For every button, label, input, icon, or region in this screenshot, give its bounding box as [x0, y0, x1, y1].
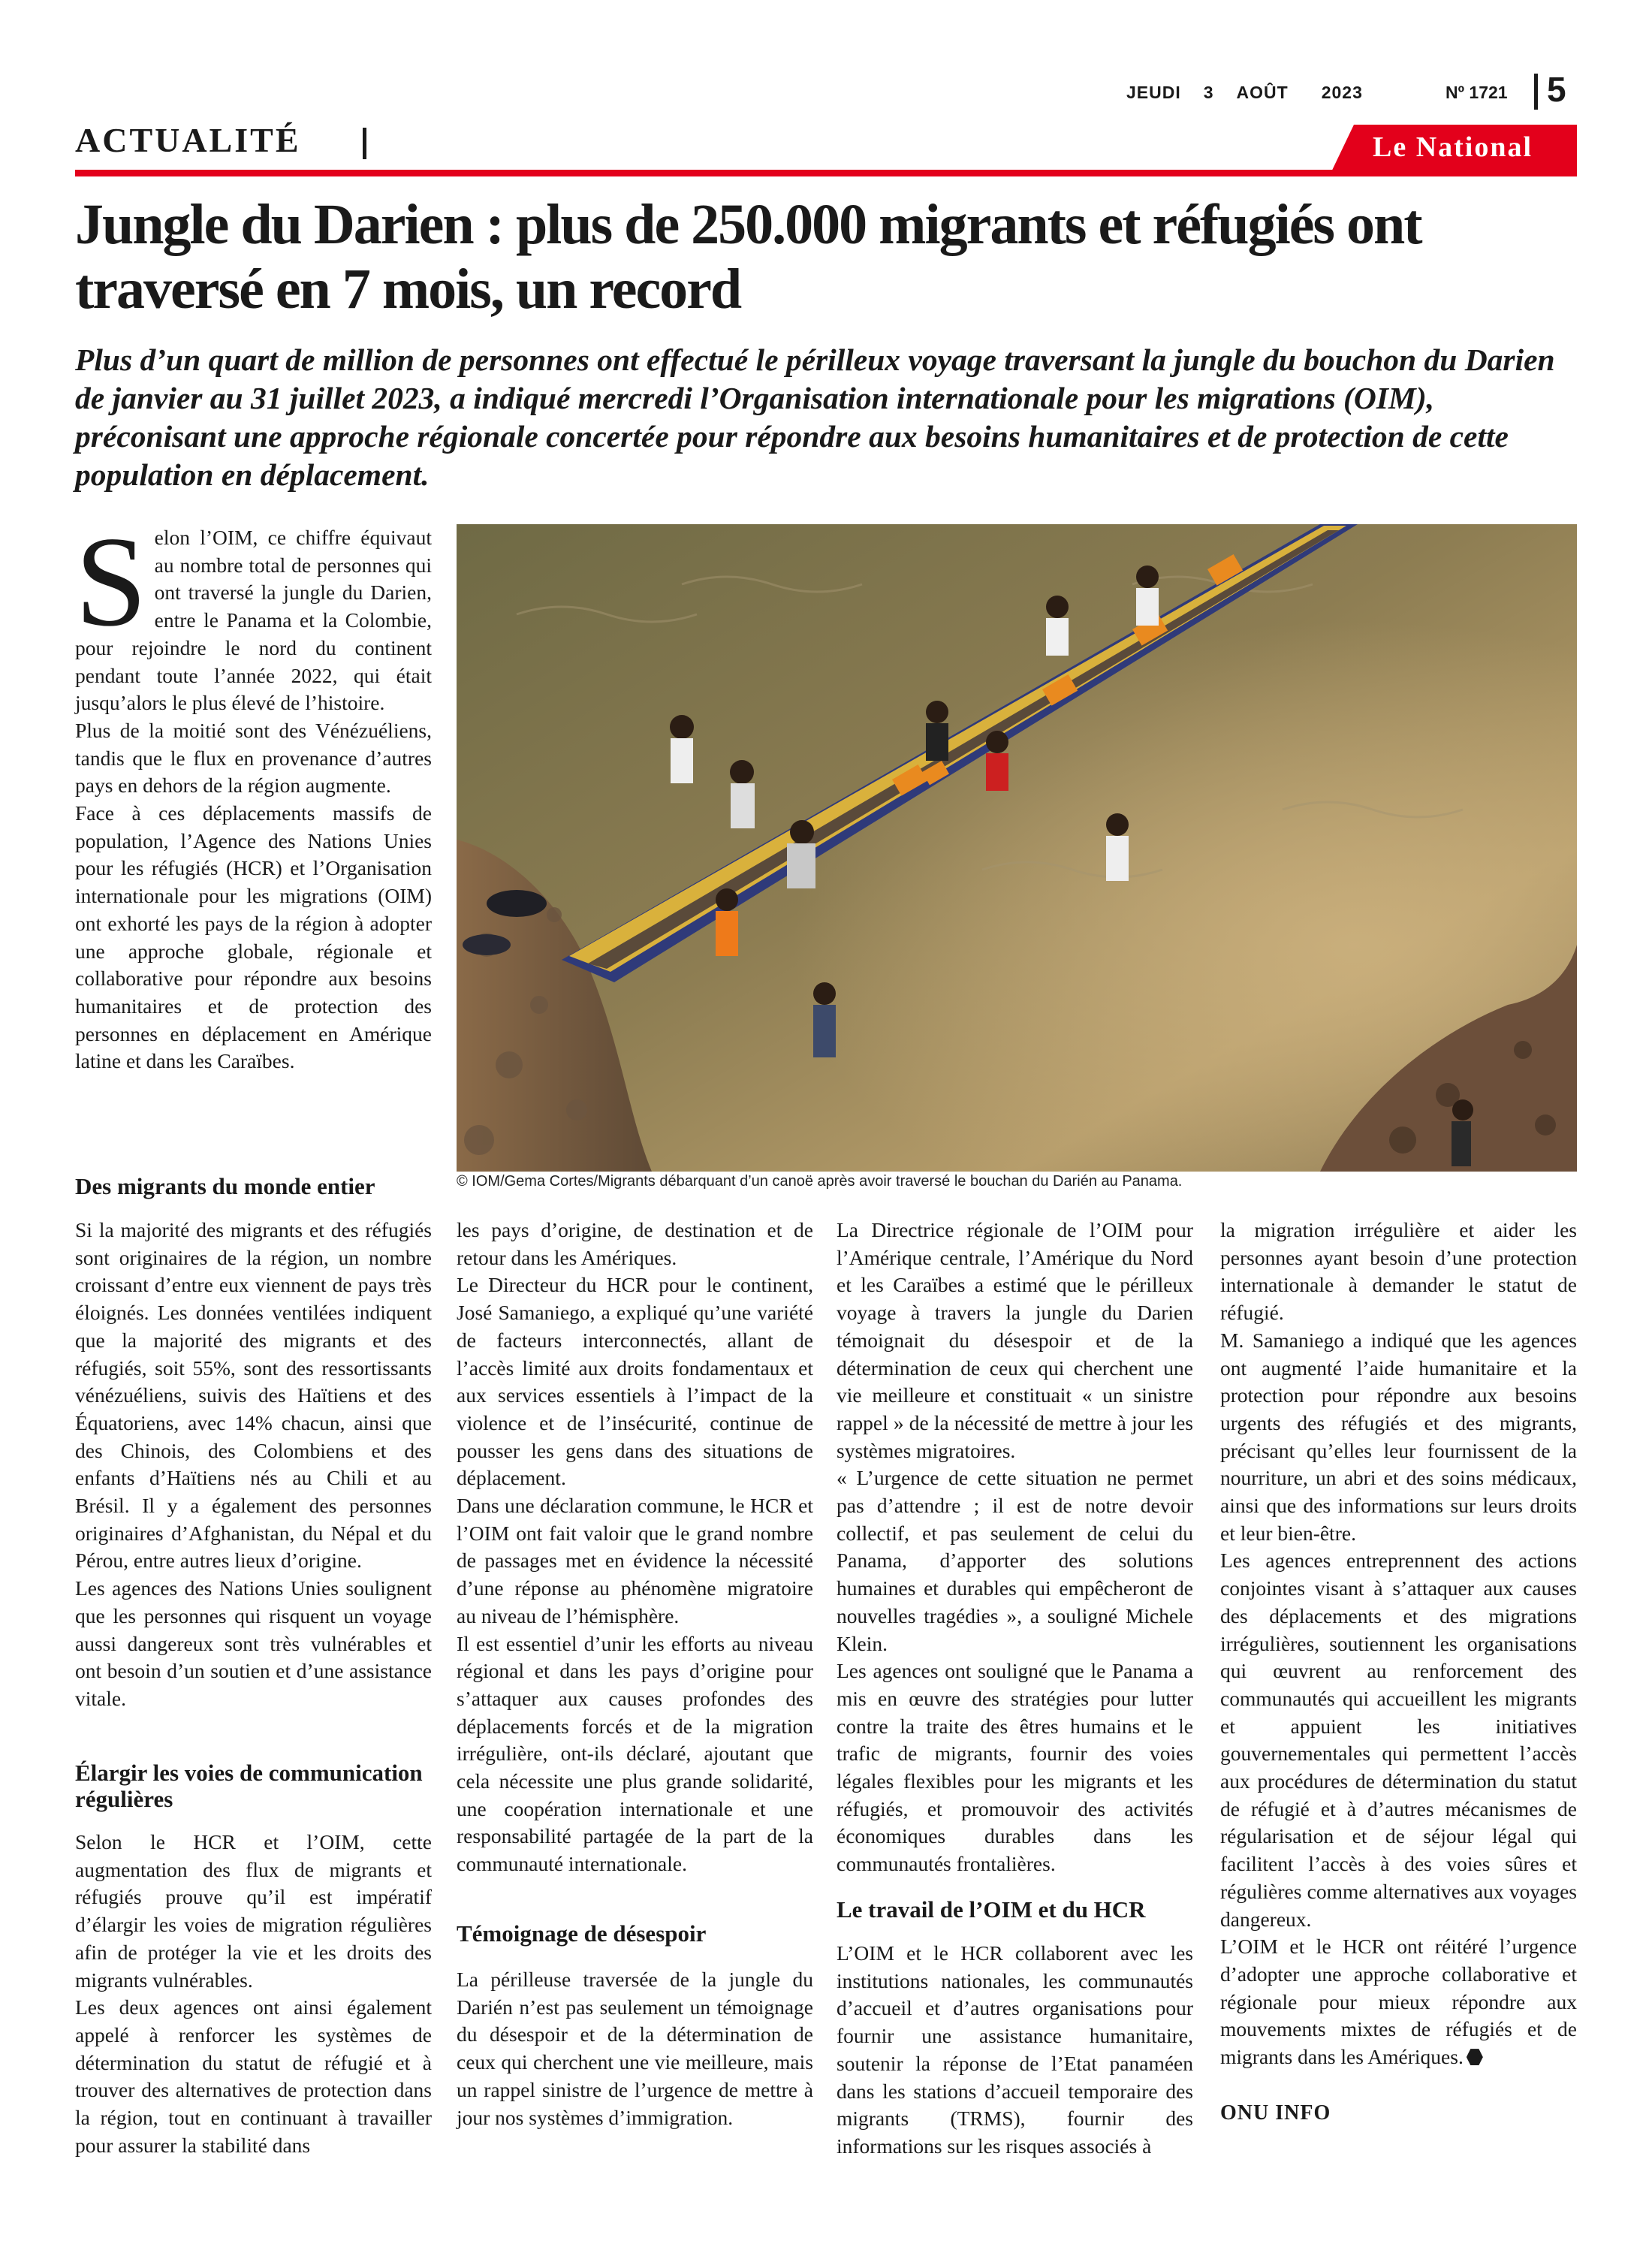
column-2-paragraph-2: Le Directeur du HCR pour le continent, José Samaniego, a expliqué qu’une variété de facteurs interconnectés, allant de l’accès limité aux droits fondamentaux et aux services essentiels à l’impact de la violence et de l’insécurité, continue de pousser les gens dans des situations de déplacement.	[457, 1273, 813, 1490]
column-4	[1220, 1217, 1577, 2071]
column-2-paragraph-4: Il est essentiel d’unir les efforts au niveau régional et dans les pays d’origine pour s’attaquer aux causes profondes des déplacements forcés et de la migration irrégulière, ont-ils déclaré, ajoutant que cela nécessite une plus grande solidarité, une coopération internationale et une responsabilité partagée de la part de la communauté internationale.	[457, 1631, 813, 1876]
column-2-paragraph-1: les pays d’origine, de destination et de retour dans les Amériques.	[457, 1218, 813, 1269]
intro-paragraph-1: elon l’OIM, ce chiffre équivaut au nombre total de personnes qui ont traversé la jungle du Darien, entre le Panama et la Colombie, pour rejoindre le nord du continent pendant toute l’année 2022, qui était jusqu’alors le plus élevé de l’histoire.	[75, 526, 432, 715]
column-3-paragraph-4: L’OIM et le HCR collaborent avec les institutions nationales, les communautés d’accueil et d’autres organisations pour fournir une assistance humanitaire, soutenir la réponse de l’Etat panaméen dans les stations d’accueil temporaire des migrants (TRMS), fournir des informations sur les risques associés à	[837, 1941, 1193, 2158]
column-4-paragraph-3: Les agences entreprennent des actions conjointes visant à s’attaquer aux causes des déplacements et des migrations irrégulières, soutiennent les organisations qui œuvrent au renforcement des communautés qui accueillent les migrants et appuient les initiatives gouvernementales qui permettent l’accès aux procédures de détermination du statut de réfugié et à d’autres mécanismes de régularisation et de séjour légal qui facilitent l’accès à des voies sûres et régulières comme alternatives aux voyages dangereux.	[1220, 1549, 1577, 1931]
date-year: 2023	[1321, 83, 1363, 102]
intro-paragraph-3: Face à ces déplacements massifs de population, l’Agence des Nations Unies pour les réfugiés (HCR) et l’Organisation internationale pour les migrations (OIM) ont exhorté les pays de la région à adopter une approche globale, régionale et collaborative pour répondre aux besoins humanitaires et de protection des personnes en déplacement en Amérique latine et dans les Caraïbes.	[75, 801, 432, 1073]
brand-name: Le National	[1373, 131, 1533, 163]
column-2-continued	[457, 1966, 813, 2131]
column-3-paragraph-1: La Directrice régionale de l’OIM pour l’Amérique centrale, l’Amérique du Nord et les Caraïbes a estimé que le périlleux voyage à travers la jungle du Darien témoignait du désespoir et de la détermination de ceux qui cherchent une vie meilleure et constituait « un sinistre rappel » de la nécessité de mettre à jour les systèmes migratoires.	[837, 1218, 1193, 1462]
subheading-travail-oim-hcr: Le travail de l’OIM et du HCR	[837, 1896, 1146, 1923]
article-photo	[457, 524, 1577, 1172]
issue-date	[1126, 83, 1385, 103]
header-divider	[1534, 74, 1538, 110]
subheading-elargir-voies: Élargir les voies de communication régulières	[75, 1760, 423, 1812]
column-3	[837, 1217, 1193, 1878]
subheading-temoignage: Témoignage de désespoir	[457, 1920, 707, 1947]
column-3-paragraph-2: « L’urgence de cette situation ne permet pas d’attendre ; il est de notre devoir collectif, et pas seulement de celui du Panama, d’apporter des solutions humaines et durables qui empêcheront de nouvelles tragédies », a souligné Michele Klein.	[837, 1466, 1193, 1655]
drop-cap: S	[75, 511, 147, 653]
end-of-article-icon	[1467, 2049, 1483, 2065]
column-1-paragraph-4: Les deux agences ont ainsi également appelé à renforcer les systèmes de détermination du statut de réfugié et à trouver des alternatives de protection dans la région, tout en continuant à travailler pour assurer la stabilité dans	[75, 1995, 432, 2157]
column-1	[75, 1217, 432, 1713]
date-day: JEUDI	[1126, 83, 1181, 102]
page-number: 5	[1547, 70, 1566, 109]
column-3-continued	[837, 1940, 1193, 2161]
column-2-paragraph-3: Dans une déclaration commune, le HCR et l’OIM ont fait valoir que le grand nombre de passages met en évidence la nécessité d’une réponse au phénomène migratoire au niveau de l’hémisphère.	[457, 1494, 813, 1627]
article-lede: Plus d’un quart de million de personnes ont effectué le périlleux voyage traversant la jungle du bouchon du Darien de janvier au 31 juillet 2023, a indiqué mercredi l’Organisation internationale pour les migrations (OIM), préconisant une approche régionale concertée pour répondre aux besoins humanitaires et de protection de cette population en déplacement.	[75, 342, 1555, 492]
column-4-paragraph-4	[1220, 1933, 1577, 2071]
intro-column	[75, 511, 432, 1075]
column-1-paragraph-1: Si la majorité des migrants et des réfugiés sont originaires de la région, un nombre croissant d’entre eux viennent de pays très éloignés. Les données ventilées indiquent que la majorité des migrants et des réfugiés, soit 55%, sont des ressortissants vénézuéliens, suivis des Haïtiens et des Équatoriens, avec 14% chacun, ainsi que des Chinois, des Colombiens et des enfants d’Haïtiens nés au Chili et au Brésil. Il y a également des personnes originaires d’Afghanistan, du Népal et du Pérou, entre autres lieux d’origine.	[75, 1218, 432, 1573]
column-1-continued	[75, 1829, 432, 2159]
article-credit: ONU INFO	[1220, 2101, 1331, 2125]
column-1-paragraph-2: Les agences des Nations Unies soulignent que les personnes qui risquent un voyage aussi dangereux sont très vulnérables et ont besoin d’un soutien et d’une assistance vitale.	[75, 1576, 432, 1710]
intro-paragraph-2: Plus de la moitié sont des Vénézuéliens, tandis que le flux en provenance d’autres pays en dehors de la région augmente.	[75, 718, 432, 798]
column-4-paragraph-1: la migration irrégulière et aider les personnes ayant besoin d’une protection internationale à demander le statut de réfugié.	[1220, 1218, 1577, 1325]
column-2	[457, 1217, 813, 1878]
column-2-paragraph-5: La périlleuse traversée de la jungle du Darién n’est pas seulement un témoignage du désespoir et de la détermination de ceux qui cherchent une vie meilleure, mais un rappel sinistre de l’urgence de mettre à jour nos systèmes d’immigration.	[457, 1968, 813, 2129]
section-divider	[363, 128, 366, 159]
subheading-migrants-monde: Des migrants du monde entier	[75, 1173, 375, 1199]
column-4-paragraph-2: M. Samaniego a indiqué que les agences ont augmenté l’aide humanitaire et la protection pour répondre aux besoins urgents des réfugiés et des migrants, précisant qu’elles leur fournissent de la nourriture, un abri et des soins médicaux, ainsi que des informations sur leurs droits et leur bien-être.	[1220, 1328, 1577, 1545]
article-title: Jungle du Darien : plus de 250.000 migrants et réfugiés ont traversé en 7 mois, un record	[75, 193, 1421, 321]
date-month: AOÛT	[1236, 83, 1289, 102]
issue-number: Nº 1721	[1446, 83, 1508, 102]
photo-caption: © IOM/Gema Cortes/Migrants débarquant d’un canoë après avoir traversé le bouchan du Darién au Panama.	[457, 1173, 1183, 1190]
column-3-paragraph-3: Les agences ont souligné que le Panama a mis en œuvre des stratégies pour lutter contre la traite des êtres humains et le trafic de migrants, fournir des voies légales flexibles pour les migrants et les réfugiés, et promouvoir des activités économiques durables dans les communautés frontalières.	[837, 1659, 1193, 1876]
column-4-paragraph-4-text: L’OIM et le HCR ont réitéré l’urgence d’adopter une approche collaborative et régionale pour mieux répondre aux mouvements mixtes de réfugiés et de migrants dans les Amériques.	[1220, 1935, 1577, 2069]
column-1-paragraph-3: Selon le HCR et l’OIM, cette augmentation des flux de migrants et réfugiés prouve qu’il est impératif d’élargir les voies de migration régulières afin de protéger la vie et les droits des migrants vulnérables.	[75, 1830, 432, 1992]
section-label: ACTUALITÉ	[75, 121, 301, 159]
date-number: 3	[1203, 83, 1214, 102]
